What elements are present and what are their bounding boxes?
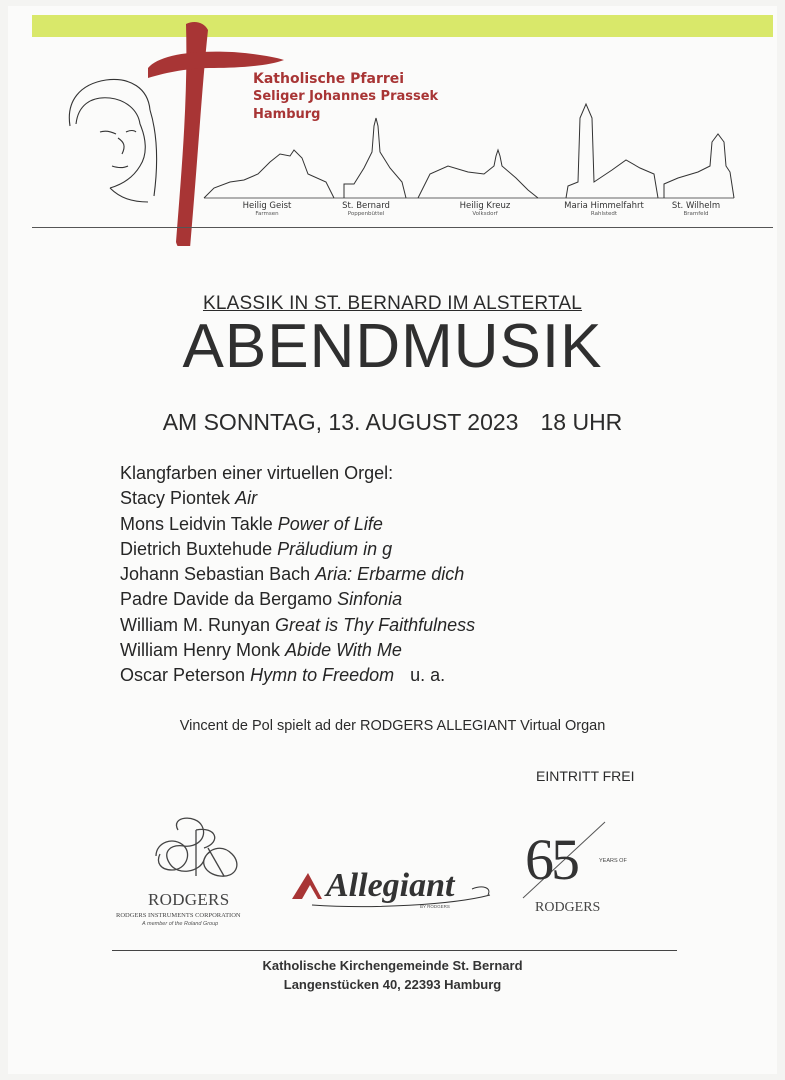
church-name: St. Bernard <box>342 201 390 211</box>
composer: Oscar Peterson <box>120 665 246 686</box>
rodgers-monogram-icon <box>100 812 285 892</box>
composer: Padre Davide da Bergamo <box>120 589 333 610</box>
parish-name-line3: Hamburg <box>253 107 321 122</box>
prassek-portrait-icon <box>69 80 156 202</box>
program-intro: Klangfarben einer virtuellen Orgel: <box>120 463 394 483</box>
composer: William M. Runyan <box>120 614 271 635</box>
church-name: Heilig Kreuz <box>459 201 511 211</box>
anniversary-logo <box>515 820 655 930</box>
anniversary-wordmark: RODGERS <box>535 900 601 915</box>
anniversary-years: YEARS OF <box>599 858 627 864</box>
composer: Johann Sebastian Bach <box>120 564 311 585</box>
work-title: Power of Life <box>277 513 383 534</box>
church-district: Rahlstedt <box>590 211 618 217</box>
footer-divider <box>112 950 677 951</box>
parish-name-line1: Katholische Pfarrei <box>253 71 405 87</box>
church-district: Volksdorf <box>472 211 498 217</box>
church-label-st-wilhelm <box>641 201 751 217</box>
work-title: Great is Thy Faithfulness <box>275 614 476 635</box>
event-title: ABENDMUSIK <box>182 312 603 381</box>
parish-name <box>253 70 438 124</box>
allegiant-logo <box>282 855 502 925</box>
parish-name-line2: Seliger Johannes Prassek <box>253 89 439 104</box>
church-label-heilig-kreuz <box>430 201 540 217</box>
church-label-st-bernard <box>311 201 421 217</box>
work-title: Hymn to Freedom <box>250 665 395 686</box>
rodgers-logo <box>100 812 285 942</box>
performer-note: Vincent de Pol spielt ad der RODGERS ALLEGIANT Virtual Organ <box>179 718 606 734</box>
church-name: St. Wilhelm <box>671 201 721 211</box>
composer: Stacy Piontek <box>120 488 231 509</box>
allegiant-wordmark: Allegiant <box>326 867 455 904</box>
church-label-heilig-geist <box>212 201 322 217</box>
work-title: Air <box>235 488 258 509</box>
composer: William Henry Monk <box>120 640 281 661</box>
header-divider <box>32 227 773 228</box>
anniversary-number: 65 <box>525 827 577 892</box>
rodgers-member-line: A member of the Roland Group <box>142 921 219 927</box>
church-district: Bramfeld <box>683 211 709 217</box>
footer-line1: Katholische Kirchengemeinde St. Bernard <box>262 958 523 973</box>
work-title: Sinfonia <box>337 589 403 610</box>
admission-note: EINTRITT FREI <box>536 768 635 784</box>
composer: Dietrich Buxtehude <box>120 538 273 559</box>
work-title: Präludium in g <box>277 538 393 559</box>
event-time: 18 UHR <box>540 409 623 435</box>
footer-address <box>0 956 785 994</box>
allegiant-by-line: BY RODGERS <box>420 904 450 909</box>
program-suffix: u. a. <box>410 665 446 686</box>
work-title: Aria: Erbarme dich <box>315 564 465 585</box>
event-date: AM SONNTAG, 13. AUGUST 2023 <box>162 409 519 435</box>
rodgers-corp-line: RODGERS INSTRUMENTS CORPORATION <box>116 912 241 919</box>
church-district: Poppenbüttel <box>347 211 385 217</box>
work-title: Abide With Me <box>285 640 402 661</box>
rodgers-wordmark: RODGERS <box>148 890 230 909</box>
church-name: Maria Himmelfahrt <box>564 201 644 211</box>
event-subtitle: KLASSIK IN ST. BERNARD IM ALSTERTAL <box>202 293 583 314</box>
footer-line2: Langenstücken 40, 22393 Hamburg <box>283 977 502 992</box>
church-name: Heilig Geist <box>242 201 292 211</box>
church-district: Farmsen <box>255 211 279 217</box>
composer: Mons Leidvin Takle <box>120 513 273 534</box>
